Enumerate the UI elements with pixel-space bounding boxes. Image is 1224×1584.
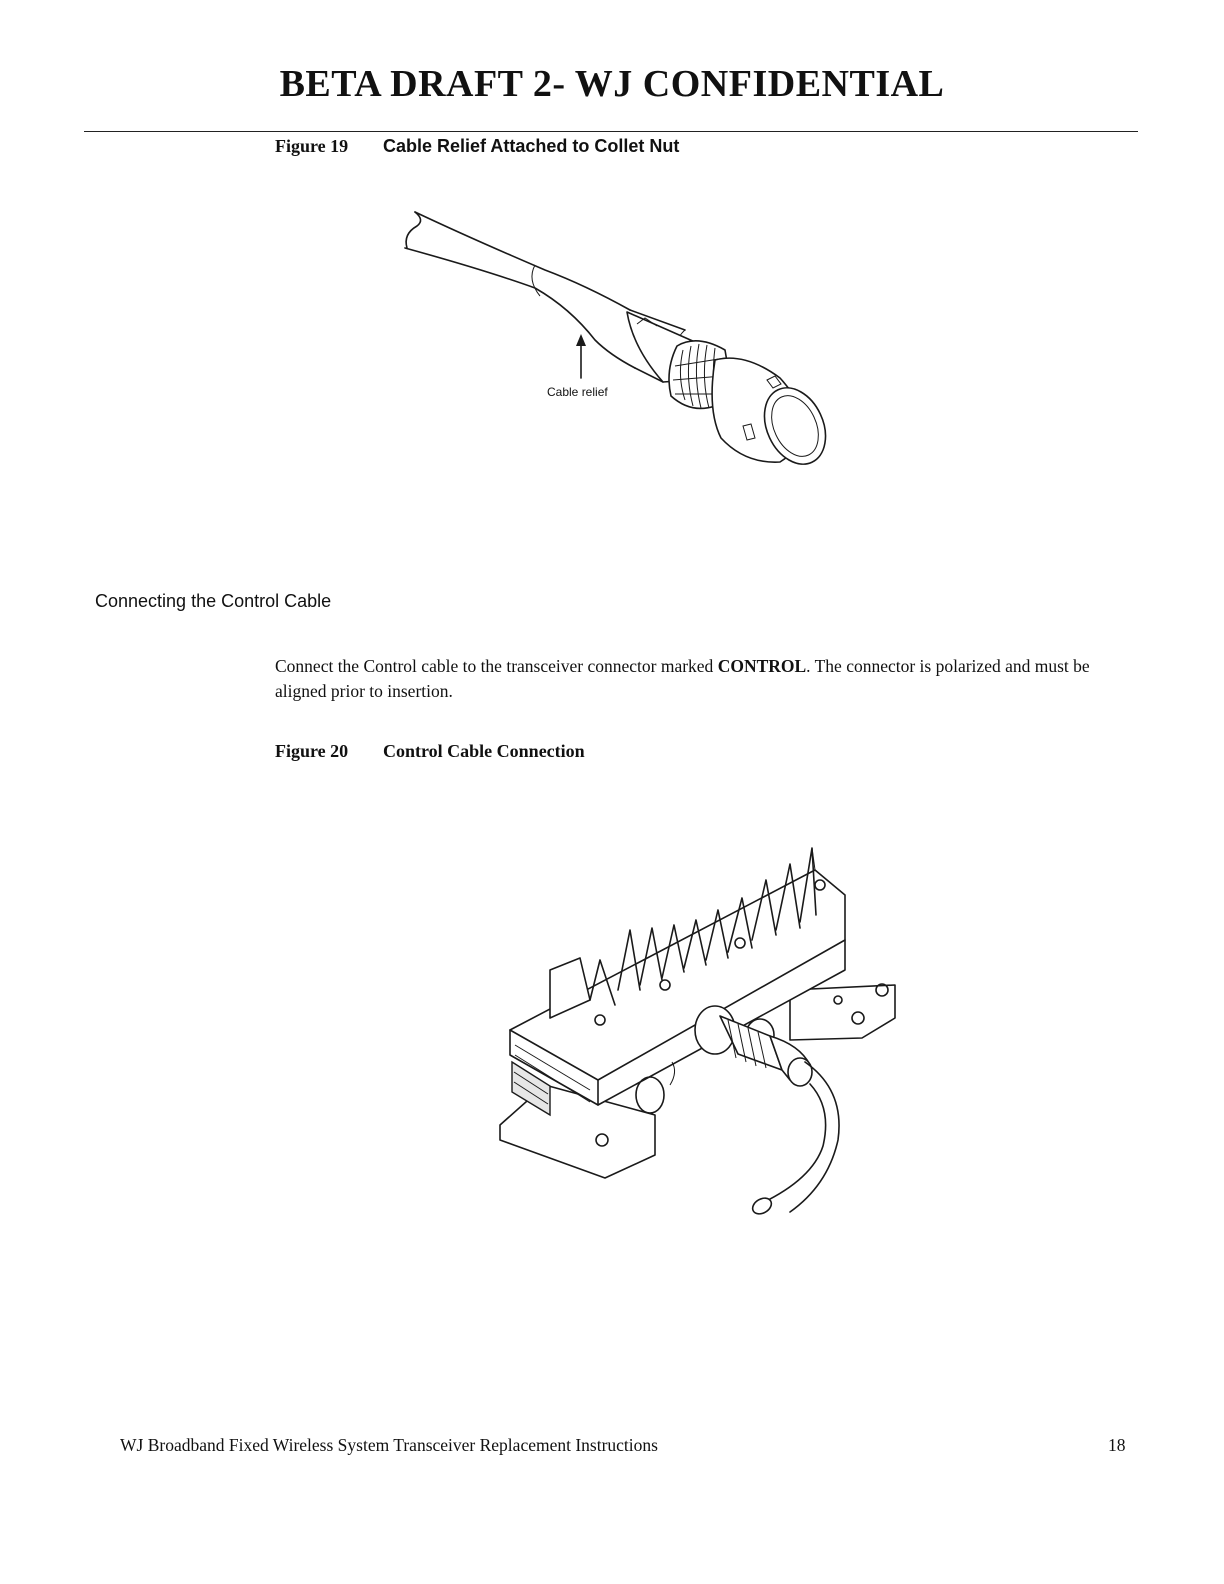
paragraph-text-end: . The connector is polarized and must be aligned prior to insertion.: [275, 656, 1090, 701]
figure-19-caption: [275, 136, 679, 157]
page-header-title: BETA DRAFT 2- WJ CONFIDENTIAL: [279, 63, 945, 105]
figure-20-title: Control Cable Connection: [383, 741, 585, 761]
paragraph-text-start: Connect the Control cable to the transceiver connector marked: [275, 656, 718, 676]
figure-19-title: Cable Relief Attached to Collet Nut: [383, 136, 680, 156]
page-number: 18: [1108, 1435, 1126, 1455]
figure-20-illustration: [490, 840, 910, 1230]
cable-relief-callout: Cable relief: [547, 385, 608, 399]
figure-20-caption: [275, 741, 585, 762]
body-paragraph: [275, 654, 1135, 704]
figure-19-number: Figure 19: [275, 136, 349, 156]
section-heading: Connecting the Control Cable: [95, 591, 332, 611]
footer-text: WJ Broadband Fixed Wireless System Transceiver Replacement Instructions: [120, 1435, 658, 1455]
control-label: CONTROL: [717, 656, 807, 676]
figure-20-number: Figure 20: [275, 741, 349, 761]
header-rule: [84, 131, 1138, 132]
figure-19-illustration: [395, 200, 835, 480]
